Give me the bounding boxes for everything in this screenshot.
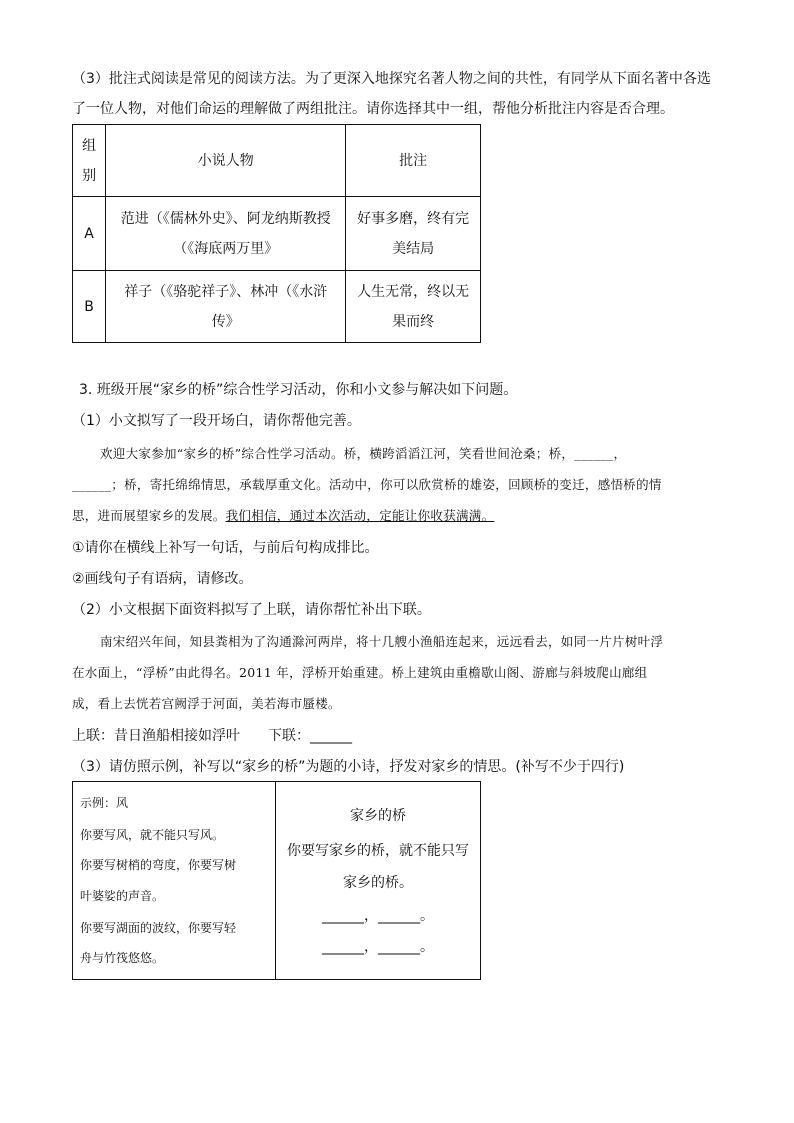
annotation-cell: [346, 197, 481, 271]
example-line: 舟与竹筏悠悠。: [80, 951, 165, 965]
annotation-line2: 果而终: [392, 313, 435, 330]
sub-question-1: ①请你在横线上补写一句话，与前后句构成排比。: [72, 540, 379, 556]
opening-text-line1: 欢迎大家参加“家乡的桥”综合性学习活动。桥，横跨滔滔江河，笑看世间沧桑；桥，______，: [100, 446, 627, 461]
poem-line: 你要写家乡的桥，就不能只写: [287, 843, 469, 859]
question-3-intro-line1: （3）批注式阅读是常见的阅读方法。为了更深入地探究名著人物之间的共性，有同学从下面名著中各选: [72, 71, 711, 87]
opening-text-line3-plain: 思，进而展望家乡的发展。: [72, 508, 226, 523]
example-title: 示例：风: [80, 796, 129, 810]
annotation-line1: 好事多磨，终有完: [357, 210, 470, 227]
table-header-row: [73, 125, 481, 197]
sub-question-2: ②画线句子有语病，请修改。: [72, 571, 253, 587]
character-line1: 祥子（《骆驼祥子》、林冲（《水浒: [124, 283, 328, 300]
example-line: 你要写风，就不能只写风。: [80, 828, 225, 842]
table-row: [73, 197, 481, 271]
opening-text-line3: [72, 506, 494, 526]
annotation-cell: [346, 271, 481, 343]
question-3-intro-line2: 了一位人物，对他们命运的理解做了两组批注。请你选择其中一组，帮他分析批注内容是否合理。: [72, 101, 674, 117]
poem-title: 家乡的桥: [350, 808, 406, 824]
annotation-table: [72, 124, 481, 343]
character-cell: [106, 197, 346, 271]
poem-blank-line: ______，______。: [322, 908, 434, 924]
character-line2: 传》: [211, 313, 240, 330]
question-3-title: 3. 班级开展“家乡的桥”综合性学习活动，你和小文参与解决如下问题。: [79, 382, 518, 398]
example-line: 你要写湖面的波纹，你要写轻: [80, 921, 237, 935]
material-line1: 南宋绍兴年间，知县粪相为了沟通滁河两岸，将十几艘小渔船连起来，远远看去，如同一片片树叶浮: [100, 634, 664, 649]
header-group-cell: [73, 125, 106, 197]
annotation-line2: 美结局: [392, 240, 435, 257]
header-group-line2: 别: [82, 167, 97, 184]
underlined-sentence: 我们相信，通过本次活动，定能让你收获满满。: [225, 508, 495, 523]
couplet-upper: 上联：昔日渔船相接如浮叶: [72, 728, 240, 744]
part-2-prompt: （2）小文根据下面资料拟写了上联，请你帮忙补出下联。: [72, 602, 431, 618]
example-line: 你要写树梢的弯度，你要写树: [80, 858, 237, 872]
part-1-prompt: （1）小文拟写了一段开场白，请你帮他完善。: [72, 413, 361, 429]
character-cell: [106, 271, 346, 343]
material-line2: 在水面上，“浮桥”由此得名。2011 年，浮桥开始重建。桥上建筑由重檐歇山阁、游廊与斜坡爬山廊组: [72, 665, 648, 680]
table-row: [73, 271, 481, 343]
group-cell: B: [73, 271, 106, 343]
example-line: 叶婆娑的声音。: [80, 889, 165, 903]
header-annotation-cell: 批注: [346, 125, 481, 197]
couplet-lower: 下联：______: [268, 728, 352, 744]
header-group-line1: 组: [82, 137, 97, 154]
character-line1: 范进（《儒林外史》、阿龙纳斯教授: [120, 210, 331, 227]
annotation-line1: 人生无常，终以无: [357, 283, 470, 300]
header-character-cell: 小说人物: [106, 125, 346, 197]
opening-text-line2: ______；桥，寄托绵绵情思，承载厚重文化。活动中，你可以欣赏桥的雄姿，回顾桥的变迁，感悟桥的情: [72, 477, 662, 492]
part-3-prompt: （3）请仿照示例，补写以“家乡的桥”为题的小诗，抒发对家乡的情思。(补写不少于四行): [72, 759, 625, 775]
poem-line: 家乡的桥。: [343, 875, 413, 891]
character-line2: （《海底两万里》: [173, 240, 279, 257]
poem-blank-line: ______，______。: [322, 939, 434, 955]
material-line3: 成，看上去恍若宫阙浮于河面，美若海市蜃楼。: [72, 696, 341, 711]
group-cell: A: [73, 197, 106, 271]
